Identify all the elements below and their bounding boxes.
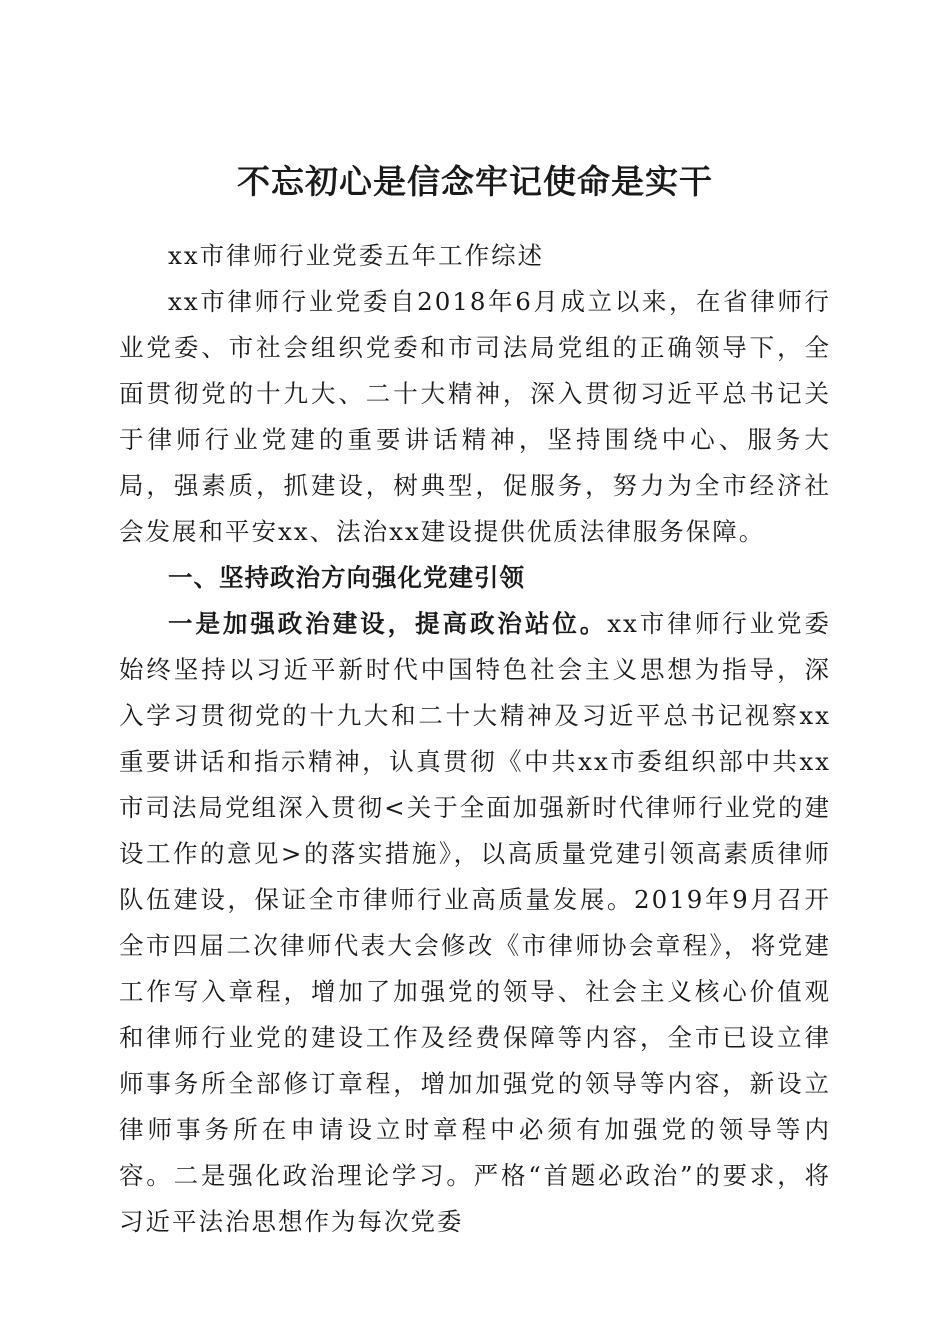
- body-paragraph: [119, 601, 831, 1245]
- document-body: [119, 233, 831, 1245]
- document-title: 不忘初心是信念牢记使命是实干: [237, 162, 713, 202]
- section-heading: 一、坚持政治方向强化党建引领: [168, 563, 525, 592]
- paragraph-text: xx市律师行业党委始终坚持以习近平新时代中国特色社会主义思想为指导，深入学习贯彻党的十九大和二十大精神及习近平总书记视察xx重要讲话和指示精神，认真贯彻《中共xx市委组织部中共xx市司法局党组深入贯彻<关于全面加强新时代律师行业党的建设工作的意见>的落实措施》，以高质量党建引领高素质律师队伍建设，保证全市律师行业高质量发展。2019年9月召开全市四届二次律师代表大会修改《市律师协会章程》，将党建工作写入章程，增加了加强党的领导、社会主义核心价值观和律师行业党的建设工作及经费保障等内容，全市已设立律师事务所全部修订章程，增加加强党的领导等内容，新设立律师事务所在申请设立时章程中必须有加强党的领导等内容。二是强化政治理论学习。严格“首题必政治”的要求，将习近平法治思想作为每次党委: [119, 609, 832, 1236]
- intro-paragraph: xx市律师行业党委自2018年6月成立以来，在省律师行业党委、市社会组织党委和市司法局党组的正确领导下，全面贯彻党的十九大、二十大精神，深入贯彻习近平总书记关于律师行业党建的重要讲话精神，坚持围绕中心、服务大局，强素质，抓建设，树典型，促服务，努力为全市经济社会发展和平安xx、法治xx建设提供优质法律服务保障。: [119, 287, 831, 546]
- paragraph-lead: 一是加强政治建设，提高政治站位。: [168, 609, 608, 638]
- document-subtitle: xx市律师行业党委五年工作综述: [168, 241, 545, 270]
